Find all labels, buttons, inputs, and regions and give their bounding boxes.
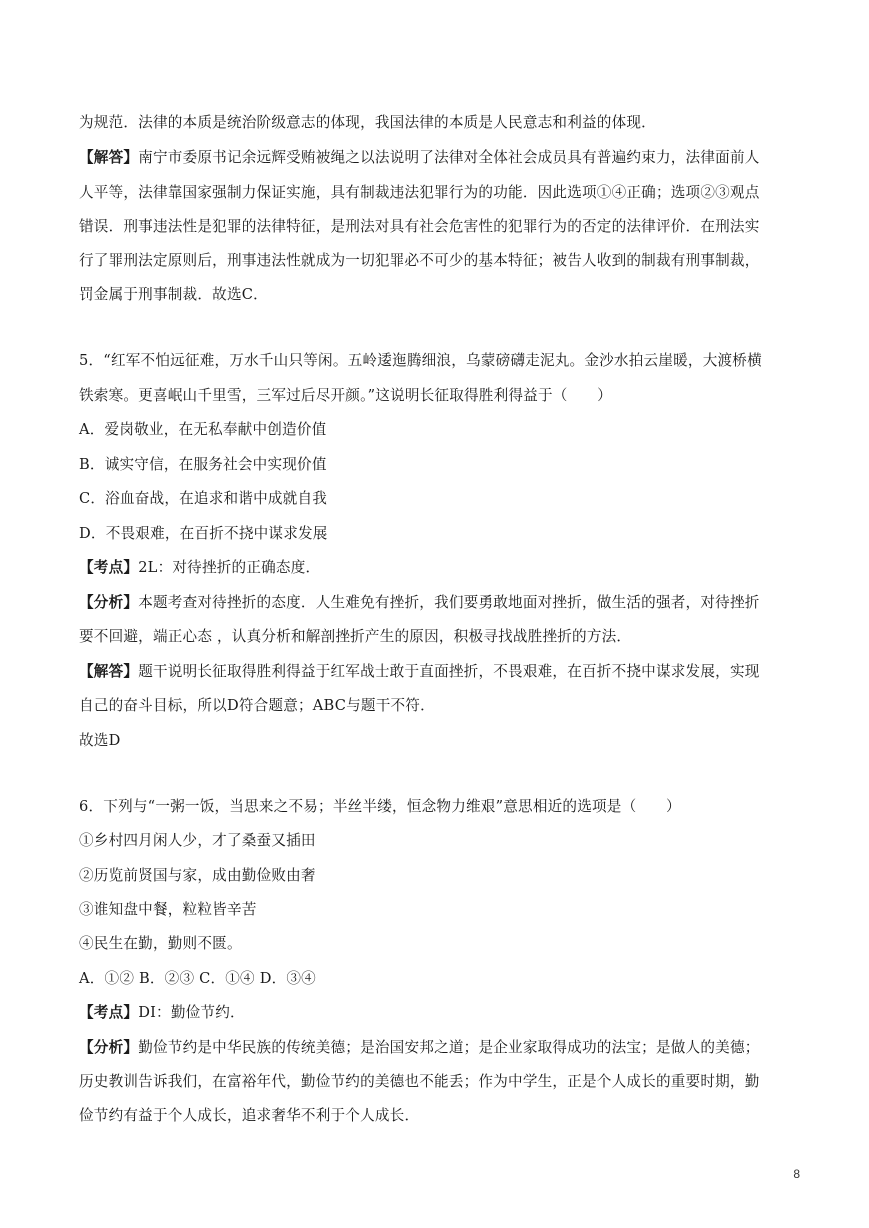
q4-answer-line: 人平等，法律靠国家强制力保证实施，具有制裁违法犯罪行为的功能．因此选项①④正确；选项②③观点 bbox=[79, 184, 760, 201]
q5-stem-line: 铁索寒。更喜岷山千里雪，三军过后尽开颜。”这说明长征取得胜利得益于（ ） bbox=[79, 387, 612, 404]
answer-text: 南宁市委原书记余远辉受贿被绳之以法说明了法律对全体社会成员具有普遍约束力，法律面前人 bbox=[138, 149, 760, 166]
q4-answer-line: 罚金属于刑事制裁．故选C． bbox=[79, 286, 268, 303]
q5-option-c: C．浴血奋战，在追求和谐中成就自我 bbox=[79, 490, 328, 507]
q6-item-3: ③谁知盘中餐，粒粒皆辛苦 bbox=[79, 901, 257, 918]
kaodian-tag: 【考点】 bbox=[79, 559, 139, 576]
q6-item-1: ①乡村四月闲人少，才了桑蚕又插田 bbox=[79, 832, 316, 849]
q6-fenxi-line: 历史教训告诉我们，在富裕年代，勤俭节约的美德也不能丢；作为中学生，正是个人成长的重要时期，勤 bbox=[79, 1073, 760, 1090]
answer-tag: 【解答】 bbox=[79, 149, 139, 166]
q4-answer-line: 错误．刑事违法性是犯罪的法律特征，是刑法对具有社会危害性的犯罪行为的否定的法律评价．在刑法实 bbox=[79, 218, 760, 235]
q5-option-d: D．不畏艰难，在百折不挠中谋求发展 bbox=[79, 525, 328, 542]
kaodian-text: 2L：对待挫折的正确态度． bbox=[138, 559, 321, 576]
q6-fenxi-line bbox=[79, 1038, 799, 1058]
q6-fenxi-line: 俭节约有益于个人成长，追求奢华不利于个人成长． bbox=[79, 1107, 420, 1124]
q6-item-2: ②历览前贤国与家，成由勤俭败由奢 bbox=[79, 867, 316, 884]
jieda-tag: 【解答】 bbox=[79, 663, 139, 680]
kaodian-text: DI：勤俭节约． bbox=[138, 1004, 245, 1021]
q5-option-b: B．诚实守信，在服务社会中实现价值 bbox=[79, 456, 327, 473]
intro-line: 为规范．法律的本质是统治阶级意志的体现，我国法律的本质是人民意志和利益的体现． bbox=[79, 114, 656, 131]
q5-fenxi-line: 要不回避，端正心态 ，认真分析和解剖挫折产生的原因，积极寻找战胜挫折的方法． bbox=[79, 628, 632, 645]
q5-stem-line: 5．“红军不怕远征难，万水千山只等闲。五岭逶迤腾细浪，乌蒙磅礴走泥丸。金沙水拍云崖暖，大渡桥横 bbox=[79, 352, 762, 369]
q5-kaodian-line bbox=[79, 558, 799, 578]
q5-answer-line: 故选D bbox=[79, 732, 121, 749]
fenxi-tag: 【分析】 bbox=[79, 594, 139, 611]
q5-option-a: A．爱岗敬业，在无私奉献中创造价值 bbox=[79, 421, 327, 438]
q6-choices-line: A．①② B．②③ C．①④ D．③④ bbox=[79, 970, 316, 987]
q5-jieda-line: 自己的奋斗目标，所以D符合题意；ABC与题干不符． bbox=[79, 697, 435, 714]
q6-stem-line: 6．下列与“一粥一饭，当思来之不易；半丝半缕，恒念物力维艰”意思相近的选项是（ ） bbox=[79, 798, 681, 815]
jieda-text: 题干说明长征取得胜利得益于红军战士敢于直面挫折，不畏艰难，在百折不挠中谋求发展，实现 bbox=[138, 663, 760, 680]
q4-answer-line: 行了罪刑法定原则后，刑事违法性就成为一切犯罪必不可少的基本特征；被告人收到的制裁有刑事制裁， bbox=[79, 252, 760, 269]
page-number: 8 bbox=[793, 1167, 800, 1181]
fenxi-text: 本题考查对待挫折的态度．人生难免有挫折，我们要勇敢地面对挫折，做生活的强者，对待挫折 bbox=[138, 594, 760, 611]
q6-item-4: ④民生在勤，勤则不匮。 bbox=[79, 935, 242, 952]
fenxi-text: 勤俭节约是中华民族的传统美德；是治国安邦之道；是企业家取得成功的法宝；是做人的美德； bbox=[138, 1039, 760, 1056]
q5-jieda-line bbox=[79, 662, 799, 682]
q6-kaodian-line bbox=[79, 1003, 799, 1023]
q4-answer-line bbox=[79, 148, 799, 168]
kaodian-tag: 【考点】 bbox=[79, 1004, 139, 1021]
fenxi-tag: 【分析】 bbox=[79, 1039, 139, 1056]
q5-fenxi-line bbox=[79, 593, 799, 613]
